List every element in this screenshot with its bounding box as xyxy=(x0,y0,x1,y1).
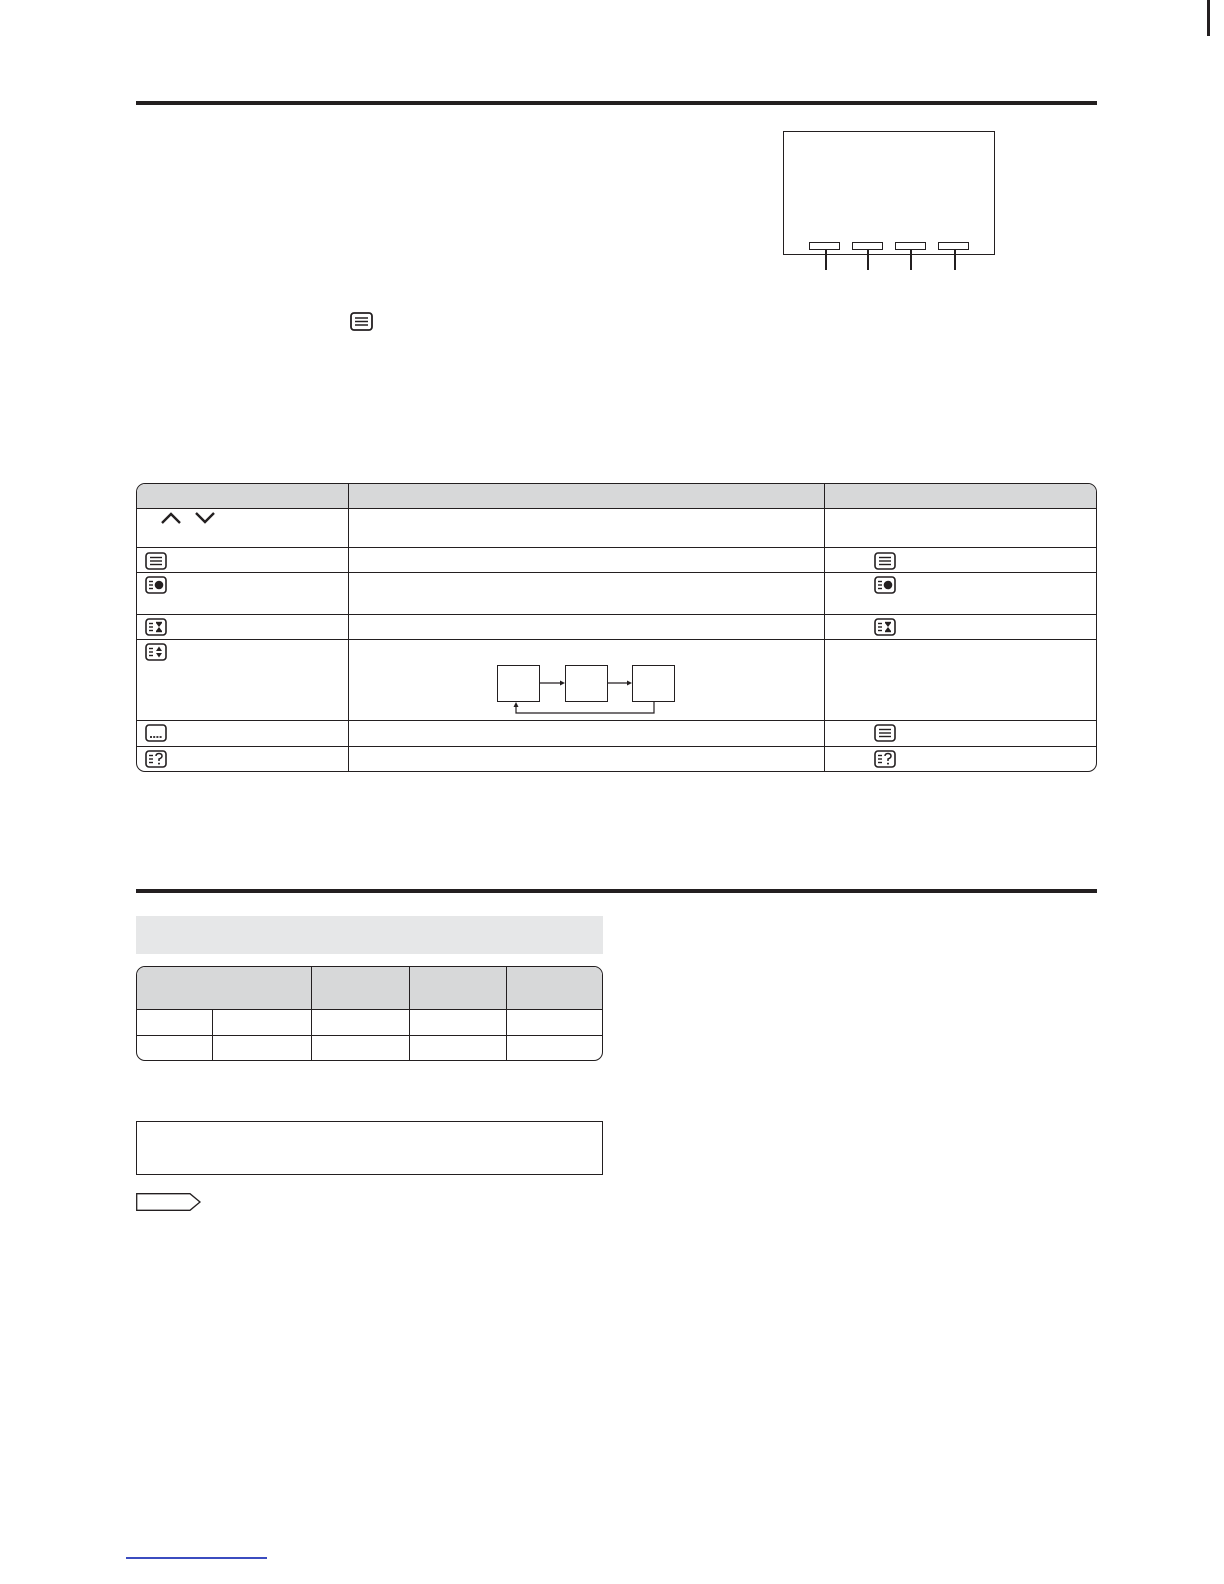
footer-link-underline[interactable] xyxy=(126,1557,267,1559)
table-header xyxy=(137,967,602,1010)
teletext-reveal-icon xyxy=(145,750,167,768)
row-divider xyxy=(137,614,1096,615)
continued-arrow-icon xyxy=(136,1193,202,1211)
teletext-mix-icon xyxy=(874,576,896,594)
function-key-green xyxy=(852,242,883,250)
column-divider xyxy=(824,484,825,771)
row-divider xyxy=(137,547,1096,548)
chevron-up-icon xyxy=(160,511,182,525)
callout-line xyxy=(867,250,869,270)
flow-arrows xyxy=(495,660,685,720)
teletext-icon xyxy=(145,552,167,570)
row-divider xyxy=(137,746,1096,747)
teletext-icon xyxy=(350,312,373,331)
teletext-function-table xyxy=(136,483,1097,772)
function-key-blue xyxy=(938,242,969,250)
note-box xyxy=(136,1121,603,1175)
chevron-down-icon xyxy=(194,511,216,525)
row-divider xyxy=(137,720,1096,721)
teletext-hold-icon xyxy=(145,618,167,636)
teletext-mix-icon xyxy=(145,576,167,594)
function-key-yellow xyxy=(895,242,926,250)
table-header xyxy=(137,484,1096,509)
callout-line xyxy=(910,250,912,270)
teletext-icon xyxy=(874,552,896,570)
section-rule-bottom xyxy=(136,889,1097,893)
row-divider xyxy=(137,1035,602,1036)
callout-line xyxy=(825,250,827,270)
teletext-hold-icon xyxy=(874,618,896,636)
callout-line xyxy=(954,250,956,270)
screen-diagram xyxy=(783,131,995,255)
subtitle-icon xyxy=(145,724,167,742)
section-banner xyxy=(136,916,603,954)
spec-table xyxy=(136,966,603,1061)
section-rule-top xyxy=(136,101,1097,105)
page-edge-mark xyxy=(1207,0,1210,36)
teletext-icon xyxy=(874,724,896,742)
column-divider xyxy=(311,967,312,1060)
function-key-red xyxy=(809,242,840,250)
column-divider xyxy=(409,967,410,1060)
column-divider xyxy=(506,967,507,1060)
teletext-reveal-icon xyxy=(874,750,896,768)
row-divider xyxy=(137,572,1096,573)
row-divider xyxy=(137,639,1096,640)
teletext-size-icon xyxy=(145,643,167,661)
column-divider xyxy=(348,484,349,771)
